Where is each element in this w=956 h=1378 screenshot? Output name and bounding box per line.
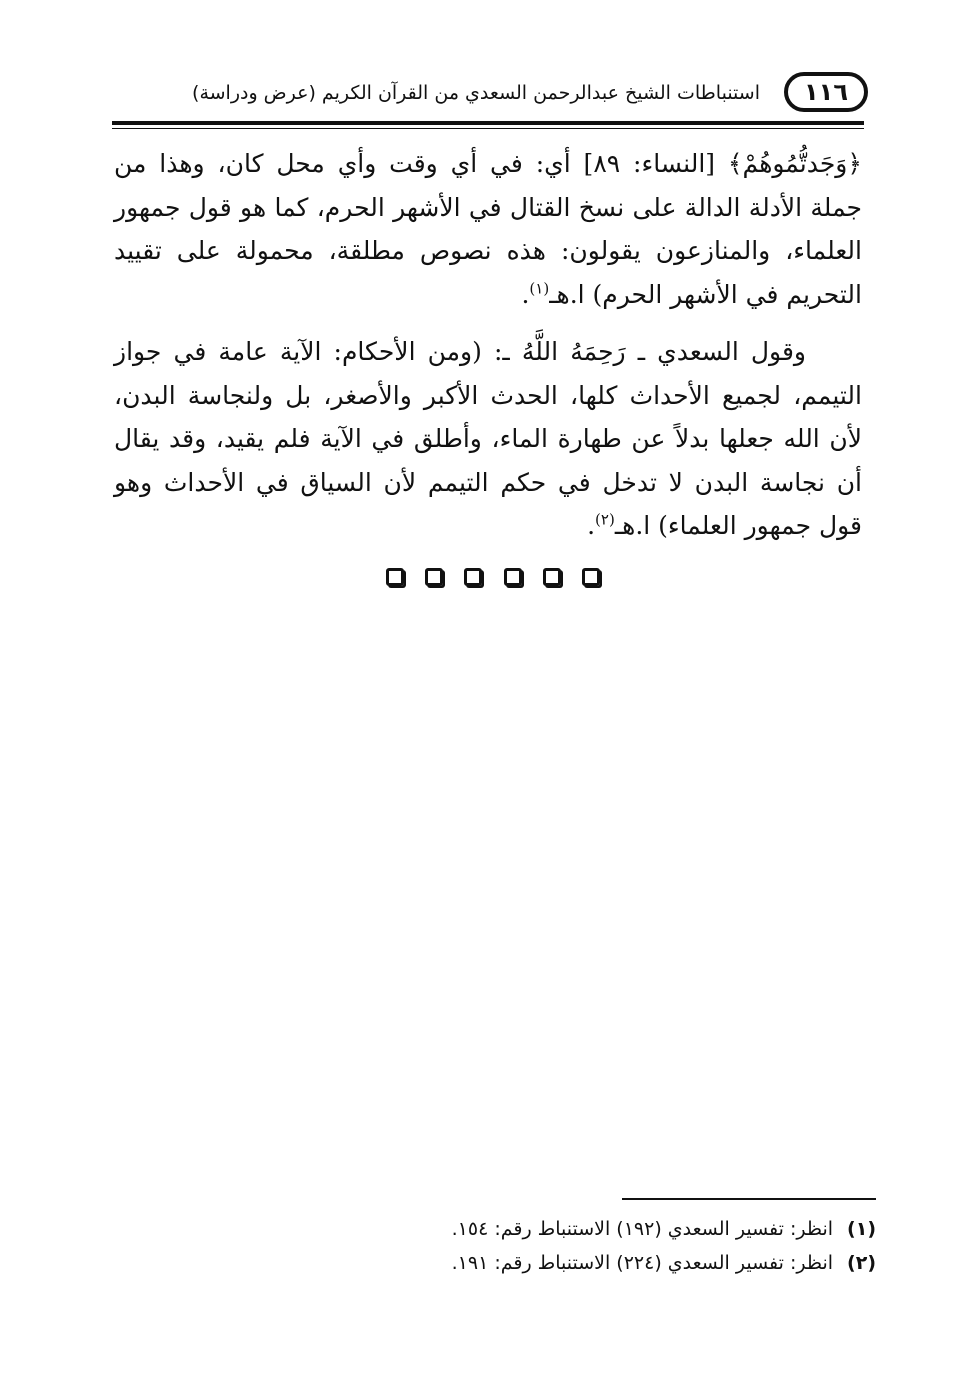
footnote-text: انظر: تفسير السعدي (١٩٢) الاستنباط رقم: ١٥٤. [451,1218,834,1240]
separator-box [425,568,443,586]
footnote-number: (٢) [847,1252,876,1274]
footnotes [276,1212,876,1280]
paragraph-2 [114,330,862,548]
page-number: ١١٦ [804,78,848,106]
footnote-ref-1[interactable]: (١) [529,279,550,298]
section-separator [386,568,600,592]
separator-box [504,568,522,586]
running-title: استنباطات الشيخ عبدالرحمن السعدي من القرآن الكريم (عرض ودراسة) [192,82,760,104]
separator-box [386,568,404,586]
header-rule-thin [112,128,864,129]
footnote-rule [622,1198,876,1200]
page-number-badge [784,72,868,112]
paragraph-1 [114,142,862,316]
paragraph-2-end: . [587,511,596,540]
footnote-1 [276,1212,876,1246]
footnote-number: (١) [847,1218,876,1240]
separator-box [464,568,482,586]
paragraph-2-text: وقول السعدي ـ رَحِمَهُ اللَّهُ ـ: (ومن الأحكام: الآية عامة في جواز التيمم، لجميع الأحداث كلها، الحدث الأكبر والأصغر، بل ولنجاسة البدن، لأن الله جعلها بدلاً عن طهارة الماء، وأطلق في الآية فلم يقيد، وقد يقال أن نجاسة البدن لا تدخل في حكم التيمم لأن السياق في الأحداث وهو قول جمهور العلماء) ا.هـ [114,337,862,540]
page-header [112,68,868,118]
separator-box [582,568,600,586]
separator-box [543,568,561,586]
paragraph-1-text: ﴿وَجَدتُّمُوهُمْ﴾ [النساء: ٨٩] أي: في أي وقت وأي محل كان، وهذا من جملة الأدلة الدالة على نسخ القتال في الأشهر الحرم، كما هو قول جمهور العلماء، والمنازعون يقولون: هذه نصوص مطلقة، محمولة على تقييد التحريم في الأشهر الحرم) ا.هـ [114,149,863,309]
header-rule-thick [112,121,864,125]
paragraph-1-end: . [521,279,530,309]
body-text [114,142,862,548]
footnote-text: انظر: تفسير السعدي (٢٢٤) الاستنباط رقم: ١٩١. [451,1252,834,1274]
footnote-ref-2[interactable]: (٢) [595,510,615,529]
footnote-2 [276,1246,876,1280]
